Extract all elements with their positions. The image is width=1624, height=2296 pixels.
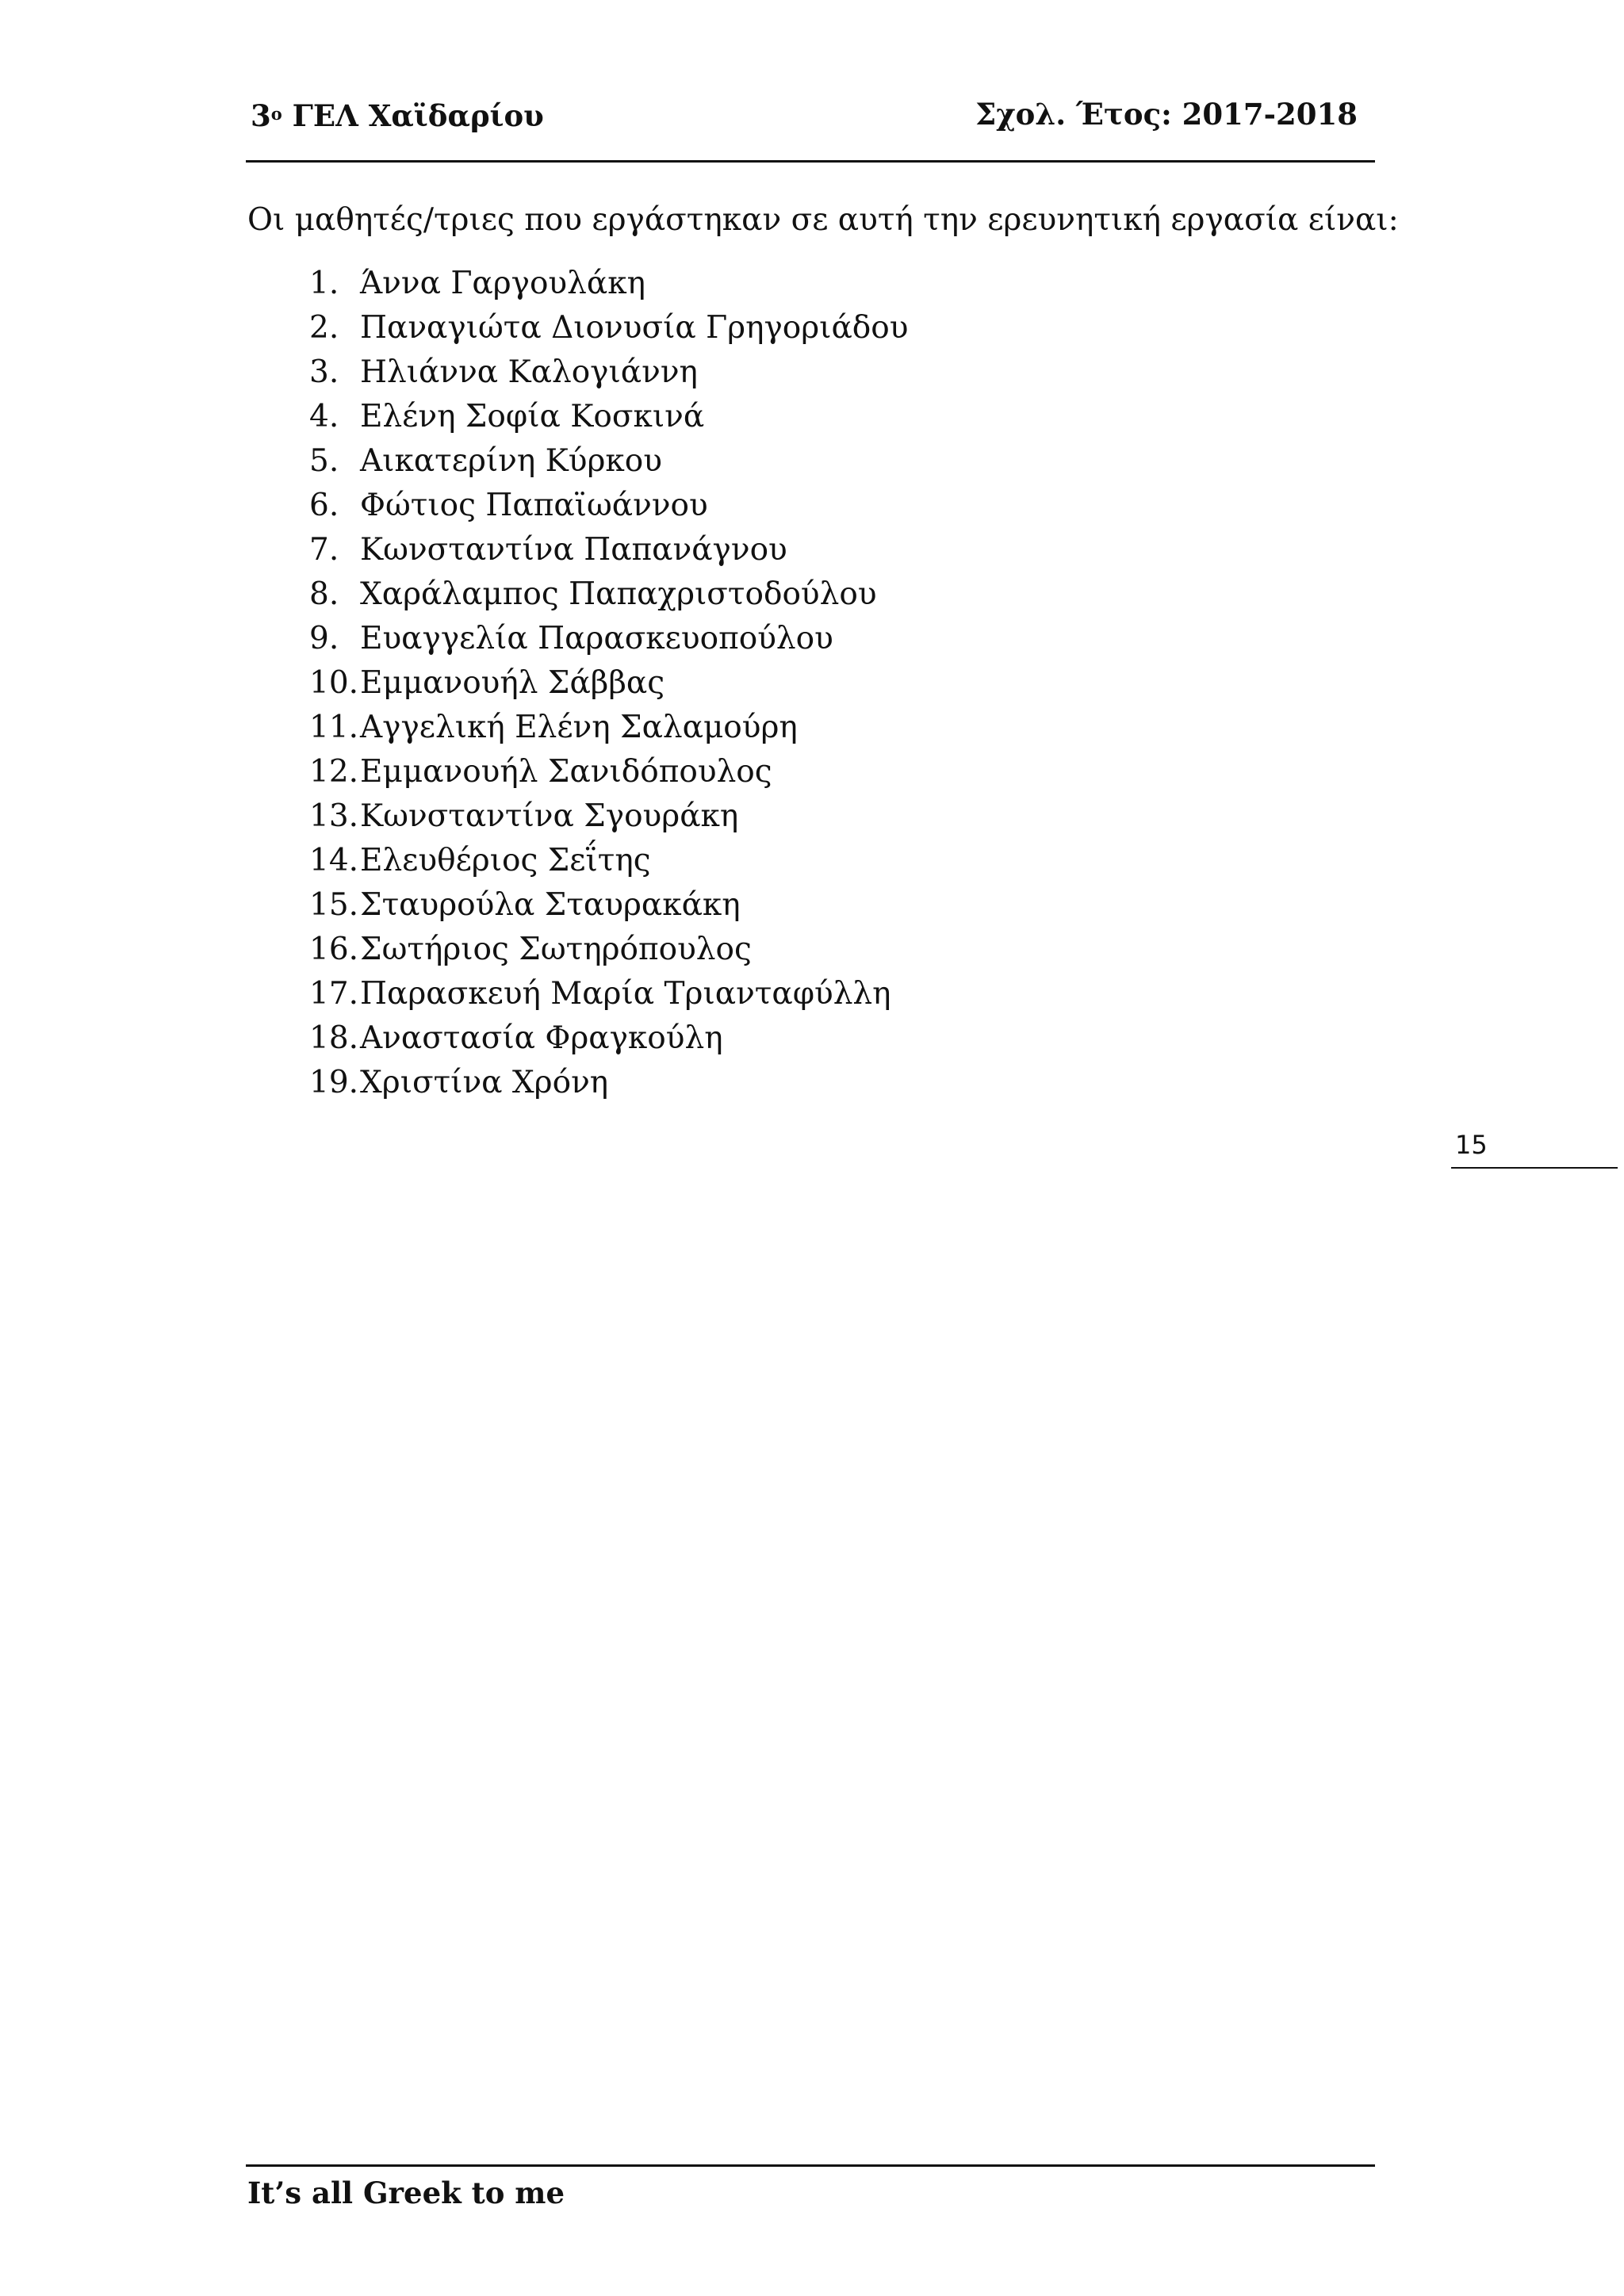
list-item-number: 3. bbox=[309, 354, 339, 390]
list-item-name: Ηλιάννα Καλογιάννη bbox=[360, 354, 698, 390]
school-superscript: ο bbox=[270, 104, 282, 124]
list-item-number: 7. bbox=[309, 532, 339, 568]
list-item bbox=[309, 1061, 908, 1105]
school-name: ΓΕΛ Χαϊδαρίου bbox=[292, 98, 544, 133]
school-number: 3 bbox=[251, 98, 271, 133]
list-item-name: Αναστασία Φραγκούλη bbox=[360, 1020, 723, 1056]
list-item-number: 12. bbox=[309, 754, 359, 790]
list-item-name: Αικατερίνη Κύρκου bbox=[360, 443, 662, 479]
list-item bbox=[309, 395, 908, 439]
student-list bbox=[309, 262, 908, 1105]
list-item-name: Χαράλαμπος Παπαχριστοδούλου bbox=[360, 576, 877, 612]
list-item-number: 13. bbox=[309, 798, 359, 834]
list-item bbox=[309, 350, 908, 395]
page-number: 15 bbox=[1455, 1130, 1488, 1160]
footer-title: It’s all Greek to me bbox=[247, 2175, 565, 2210]
list-item-number: 11. bbox=[309, 710, 359, 745]
list-item bbox=[309, 617, 908, 661]
list-item-name: Εμμανουήλ Σάββας bbox=[360, 665, 665, 701]
list-item bbox=[309, 484, 908, 528]
list-item-name: Κωνσταντίνα Παπανάγνου bbox=[360, 532, 787, 568]
list-item-name: Άννα Γαργουλάκη bbox=[360, 266, 645, 301]
header-divider bbox=[246, 160, 1375, 163]
list-item bbox=[309, 706, 908, 750]
list-item bbox=[309, 306, 908, 350]
list-item bbox=[309, 883, 908, 928]
list-item bbox=[309, 528, 908, 572]
list-item-number: 15. bbox=[309, 887, 359, 923]
list-item-name: Παναγιώτα Διονυσία Γρηγοριάδου bbox=[360, 310, 909, 346]
list-item bbox=[309, 1016, 908, 1061]
list-item-name: Χριστίνα Χρόνη bbox=[360, 1065, 609, 1100]
list-item bbox=[309, 794, 908, 839]
page-number-divider bbox=[1451, 1167, 1618, 1169]
list-item bbox=[309, 750, 908, 794]
list-item-name: Αγγελική Ελένη Σαλαμούρη bbox=[360, 710, 798, 745]
list-item-number: 17. bbox=[309, 976, 359, 1012]
list-item-name: Φώτιος Παπαϊωάννου bbox=[360, 488, 708, 523]
list-item-name: Σωτήριος Σωτηρόπουλος bbox=[360, 932, 752, 967]
list-item-number: 8. bbox=[309, 576, 339, 612]
list-item bbox=[309, 972, 908, 1016]
list-item-number: 4. bbox=[309, 399, 339, 434]
list-item bbox=[309, 262, 908, 306]
list-item-number: 2. bbox=[309, 310, 339, 346]
list-item-number: 19. bbox=[309, 1065, 359, 1100]
header-school bbox=[251, 95, 544, 135]
list-item-name: Σταυρούλα Σταυρακάκη bbox=[360, 887, 741, 923]
list-item-name: Ευαγγελία Παρασκευοπούλου bbox=[360, 621, 833, 656]
list-item-name: Ελευθέριος Σεΐτης bbox=[360, 843, 651, 878]
list-item bbox=[309, 839, 908, 883]
list-item-number: 9. bbox=[309, 621, 339, 656]
list-item-number: 5. bbox=[309, 443, 339, 479]
list-item-number: 16. bbox=[309, 932, 359, 967]
list-item bbox=[309, 661, 908, 706]
list-item-number: 1. bbox=[309, 266, 339, 301]
list-item bbox=[309, 572, 908, 617]
list-item-number: 6. bbox=[309, 488, 339, 523]
list-item-name: Παρασκευή Μαρία Τριανταφύλλη bbox=[360, 976, 891, 1012]
list-item-name: Εμμανουήλ Σανιδόπουλος bbox=[360, 754, 772, 790]
intro-text: Οι μαθητές/τριες που εργάστηκαν σε αυτή την ερευνητική εργασία είναι: bbox=[247, 202, 1399, 238]
list-item-name: Ελένη Σοφία Κοσκινά bbox=[360, 399, 705, 434]
list-item-name: Κωνσταντίνα Σγουράκη bbox=[360, 798, 739, 834]
list-item bbox=[309, 439, 908, 484]
list-item-number: 14. bbox=[309, 843, 359, 878]
list-item-number: 18. bbox=[309, 1020, 359, 1056]
footer-divider bbox=[246, 2164, 1375, 2167]
header-school-year: Σχολ. Έτος: 2017-2018 bbox=[975, 97, 1358, 132]
list-item bbox=[309, 928, 908, 972]
list-item-number: 10. bbox=[309, 665, 359, 701]
